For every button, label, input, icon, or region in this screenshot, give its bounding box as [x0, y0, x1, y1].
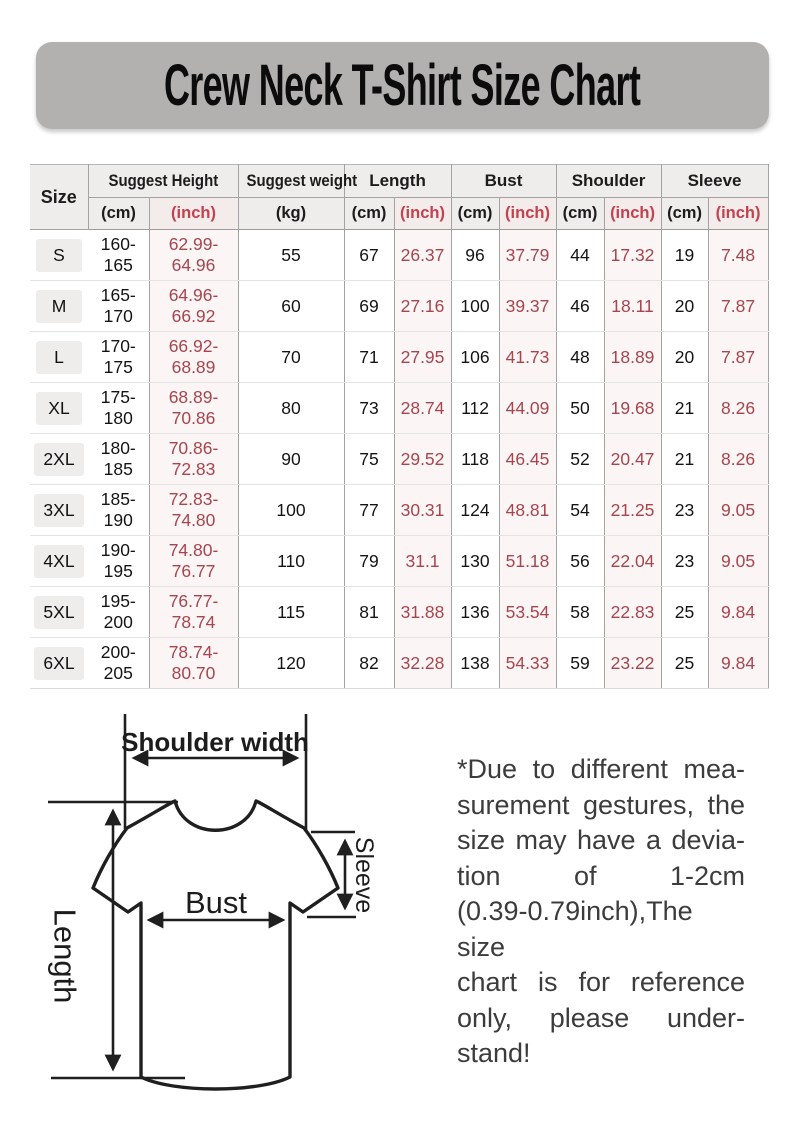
note-line: size may have a devia- [457, 825, 745, 855]
value-cell-sleeve_cm: 21 [661, 434, 708, 485]
value-cell-length_cm: 82 [344, 638, 394, 689]
value-cell-length_inch: 27.16 [394, 281, 451, 332]
value-cell-suggest_height_inch: 68.89-70.86 [149, 383, 238, 434]
value-cell-bust_inch: 53.54 [499, 587, 556, 638]
size-label: 5XL [34, 596, 83, 629]
size-cell [30, 536, 88, 587]
value-cell-shoulder_cm: 54 [556, 485, 604, 536]
value-cell-shoulder_inch: 18.89 [604, 332, 661, 383]
value-cell-bust_cm: 136 [451, 587, 499, 638]
title-banner [36, 42, 769, 129]
table-header [30, 165, 768, 230]
value-cell-bust_inch: 41.73 [499, 332, 556, 383]
unit-bust-inch: (inch) [499, 198, 556, 230]
value-cell-suggest_height_cm: 160-165 [88, 230, 149, 281]
table-row [30, 434, 768, 485]
unit-height-inch: (inch) [149, 198, 238, 230]
sleeve-label: Sleeve [350, 836, 378, 914]
size-label: M [36, 290, 82, 323]
length-label: Length [47, 908, 83, 1004]
value-cell-bust_cm: 112 [451, 383, 499, 434]
value-cell-shoulder_inch: 22.04 [604, 536, 661, 587]
value-cell-shoulder_cm: 52 [556, 434, 604, 485]
size-label: 3XL [34, 494, 83, 527]
table-body [30, 230, 768, 689]
table-row [30, 383, 768, 434]
note-line: stand! [457, 1038, 531, 1068]
value-cell-suggest_height_cm: 175-180 [88, 383, 149, 434]
measurement-diagram [18, 700, 448, 1122]
value-cell-suggest_height_inch: 76.77-78.74 [149, 587, 238, 638]
value-cell-shoulder_cm: 50 [556, 383, 604, 434]
size-cell [30, 230, 88, 281]
value-cell-shoulder_inch: 22.83 [604, 587, 661, 638]
size-label: 2XL [34, 443, 83, 476]
value-cell-sleeve_cm: 23 [661, 536, 708, 587]
value-cell-length_cm: 73 [344, 383, 394, 434]
value-cell-length_cm: 77 [344, 485, 394, 536]
value-cell-shoulder_inch: 19.68 [604, 383, 661, 434]
col-header-size: Size [30, 165, 88, 230]
size-cell [30, 281, 88, 332]
note-line: surement gestures, the [457, 789, 745, 820]
page-title: Crew Neck T-Shirt Size Chart [164, 53, 641, 118]
value-cell-sleeve_inch: 8.26 [708, 434, 768, 485]
value-cell-length_inch: 28.74 [394, 383, 451, 434]
value-cell-suggest_height_cm: 195-200 [88, 587, 149, 638]
value-cell-sleeve_inch: 9.84 [708, 638, 768, 689]
value-cell-length_cm: 79 [344, 536, 394, 587]
note-line: tion of 1-2cm [457, 860, 745, 891]
note-line: chart is for reference [457, 967, 745, 997]
size-label: S [36, 239, 82, 272]
value-cell-suggest_weight_kg: 80 [238, 383, 344, 434]
value-cell-sleeve_inch: 9.05 [708, 485, 768, 536]
value-cell-suggest_height_inch: 66.92-68.89 [149, 332, 238, 383]
value-cell-length_inch: 27.95 [394, 332, 451, 383]
value-cell-bust_cm: 118 [451, 434, 499, 485]
size-cell [30, 587, 88, 638]
col-header-bust: Bust [451, 165, 556, 198]
value-cell-bust_inch: 51.18 [499, 536, 556, 587]
value-cell-shoulder_inch: 17.32 [604, 230, 661, 281]
value-cell-sleeve_cm: 23 [661, 485, 708, 536]
value-cell-sleeve_inch: 9.84 [708, 587, 768, 638]
value-cell-sleeve_inch: 7.87 [708, 332, 768, 383]
value-cell-sleeve_cm: 20 [661, 332, 708, 383]
size-label: 4XL [34, 545, 83, 578]
table-row [30, 638, 768, 689]
value-cell-sleeve_cm: 25 [661, 587, 708, 638]
value-cell-sleeve_cm: 20 [661, 281, 708, 332]
size-label: L [36, 341, 82, 374]
value-cell-bust_inch: 39.37 [499, 281, 556, 332]
value-cell-sleeve_cm: 21 [661, 383, 708, 434]
size-cell [30, 383, 88, 434]
value-cell-length_inch: 31.88 [394, 587, 451, 638]
table-row [30, 485, 768, 536]
note-line: (0.39-0.79inch),The size [457, 896, 693, 962]
value-cell-shoulder_inch: 21.25 [604, 485, 661, 536]
value-cell-length_inch: 31.1 [394, 536, 451, 587]
value-cell-suggest_weight_kg: 115 [238, 587, 344, 638]
value-cell-shoulder_cm: 56 [556, 536, 604, 587]
note-line: only, please under- [457, 1002, 745, 1033]
value-cell-shoulder_inch: 23.22 [604, 638, 661, 689]
value-cell-shoulder_inch: 20.47 [604, 434, 661, 485]
table-row [30, 536, 768, 587]
value-cell-shoulder_cm: 59 [556, 638, 604, 689]
col-header-suggest-height: Suggest Height [88, 165, 238, 198]
value-cell-shoulder_cm: 58 [556, 587, 604, 638]
size-label: 6XL [34, 647, 83, 680]
bust-label: Bust [184, 885, 248, 920]
value-cell-sleeve_inch: 7.87 [708, 281, 768, 332]
value-cell-length_cm: 69 [344, 281, 394, 332]
value-cell-length_cm: 81 [344, 587, 394, 638]
unit-shoulder-cm: (cm) [556, 198, 604, 230]
header-group-row [30, 165, 768, 198]
value-cell-bust_inch: 37.79 [499, 230, 556, 281]
value-cell-shoulder_cm: 46 [556, 281, 604, 332]
value-cell-suggest_weight_kg: 60 [238, 281, 344, 332]
value-cell-suggest_weight_kg: 90 [238, 434, 344, 485]
unit-bust-cm: (cm) [451, 198, 499, 230]
unit-height-cm: (cm) [88, 198, 149, 230]
unit-length-inch: (inch) [394, 198, 451, 230]
shoulder-width-label: Shoulder width [121, 727, 309, 757]
value-cell-bust_cm: 100 [451, 281, 499, 332]
unit-weight-kg: (kg) [238, 198, 344, 230]
value-cell-sleeve_cm: 25 [661, 638, 708, 689]
value-cell-bust_inch: 46.45 [499, 434, 556, 485]
table-row [30, 332, 768, 383]
unit-shoulder-inch: (inch) [604, 198, 661, 230]
size-cell [30, 485, 88, 536]
deviation-note [457, 752, 745, 1072]
unit-length-cm: (cm) [344, 198, 394, 230]
value-cell-shoulder_inch: 18.11 [604, 281, 661, 332]
table-row [30, 281, 768, 332]
value-cell-suggest_height_cm: 190-195 [88, 536, 149, 587]
tshirt-outline [93, 801, 338, 1089]
size-cell [30, 638, 88, 689]
value-cell-suggest_height_cm: 200-205 [88, 638, 149, 689]
value-cell-length_cm: 75 [344, 434, 394, 485]
value-cell-bust_cm: 130 [451, 536, 499, 587]
value-cell-suggest_height_cm: 185-190 [88, 485, 149, 536]
value-cell-bust_cm: 124 [451, 485, 499, 536]
size-chart-table [30, 164, 769, 689]
size-cell [30, 434, 88, 485]
col-header-sleeve: Sleeve [661, 165, 768, 198]
size-cell [30, 332, 88, 383]
value-cell-suggest_weight_kg: 55 [238, 230, 344, 281]
size-label: XL [36, 392, 82, 425]
value-cell-suggest_weight_kg: 110 [238, 536, 344, 587]
value-cell-length_inch: 29.52 [394, 434, 451, 485]
value-cell-bust_cm: 106 [451, 332, 499, 383]
value-cell-sleeve_cm: 19 [661, 230, 708, 281]
value-cell-suggest_height_inch: 62.99-64.96 [149, 230, 238, 281]
value-cell-length_cm: 71 [344, 332, 394, 383]
value-cell-suggest_height_inch: 72.83-74.80 [149, 485, 238, 536]
unit-sleeve-inch: (inch) [708, 198, 768, 230]
unit-sleeve-cm: (cm) [661, 198, 708, 230]
value-cell-bust_cm: 96 [451, 230, 499, 281]
value-cell-suggest_weight_kg: 120 [238, 638, 344, 689]
table-row [30, 230, 768, 281]
value-cell-bust_inch: 48.81 [499, 485, 556, 536]
table-row [30, 587, 768, 638]
value-cell-shoulder_cm: 44 [556, 230, 604, 281]
value-cell-suggest_height_inch: 74.80-76.77 [149, 536, 238, 587]
value-cell-bust_inch: 44.09 [499, 383, 556, 434]
value-cell-suggest_height_inch: 70.86-72.83 [149, 434, 238, 485]
col-header-suggest-weight: Suggest weight [238, 165, 344, 198]
value-cell-suggest_height_inch: 64.96-66.92 [149, 281, 238, 332]
value-cell-suggest_height_cm: 170-175 [88, 332, 149, 383]
header-units-row [30, 198, 768, 230]
value-cell-suggest_weight_kg: 100 [238, 485, 344, 536]
col-header-shoulder: Shoulder [556, 165, 661, 198]
value-cell-length_inch: 30.31 [394, 485, 451, 536]
value-cell-sleeve_inch: 7.48 [708, 230, 768, 281]
value-cell-suggest_height_cm: 180-185 [88, 434, 149, 485]
value-cell-suggest_height_cm: 165-170 [88, 281, 149, 332]
value-cell-suggest_height_inch: 78.74-80.70 [149, 638, 238, 689]
value-cell-sleeve_inch: 9.05 [708, 536, 768, 587]
col-header-length: Length [344, 165, 451, 198]
value-cell-length_cm: 67 [344, 230, 394, 281]
note-line: *Due to different mea- [457, 754, 745, 784]
value-cell-shoulder_cm: 48 [556, 332, 604, 383]
value-cell-sleeve_inch: 8.26 [708, 383, 768, 434]
value-cell-bust_cm: 138 [451, 638, 499, 689]
value-cell-bust_inch: 54.33 [499, 638, 556, 689]
value-cell-suggest_weight_kg: 70 [238, 332, 344, 383]
value-cell-length_inch: 32.28 [394, 638, 451, 689]
value-cell-length_inch: 26.37 [394, 230, 451, 281]
